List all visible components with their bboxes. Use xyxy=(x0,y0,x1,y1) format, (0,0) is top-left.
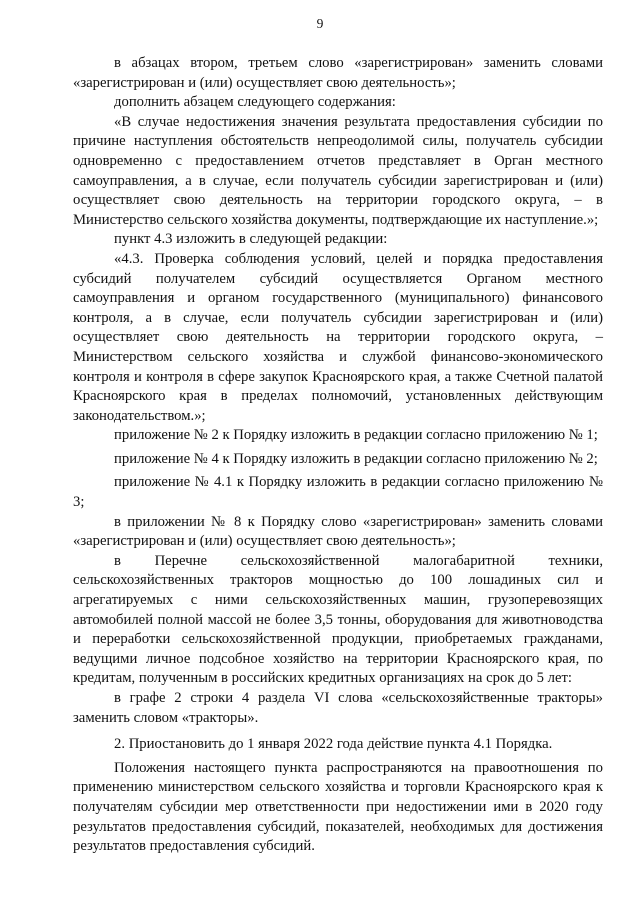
paragraph-6: приложение № 2 к Порядку изложить в редакции согласно приложению № 1; xyxy=(114,427,598,444)
paragraph-9: в приложении № 8 к Порядку слово «зарегистрирован» заменить словами «зарегистрирован и (или) осуществляет свою деятельность»; xyxy=(73,513,603,550)
paragraph-13: Положения настоящего пункта распространяются на правоотношения по применению министерством сельского хозяйства и торговли Красноярского края к получателям субсидии мер ответственности при недостижении ими в 2020 году результатов предоставления субсидий, показателей, необходимых для достижения результатов предоставления субсидий. xyxy=(73,759,603,855)
paragraph-12: 2. Приостановить до 1 января 2022 года действие пункта 4.1 Порядка. xyxy=(114,736,553,753)
paragraph-8: приложение № 4.1 к Порядку изложить в редакции согласно приложению № 3; xyxy=(73,474,603,511)
paragraph-1: в абзацах втором, третьем слово «зарегистрирован» заменить словами «зарегистрирован и (или) осуществляет свою деятельность»; xyxy=(73,55,603,91)
paragraph-4: пункт 4.3 изложить в следующей редакции: xyxy=(114,231,388,248)
page-number: 9 xyxy=(316,16,324,31)
paragraph-3: «В случае недостижения значения результата предоставления субсидии по причине наступления обстоятельств непреодолимой силы, получатель субсидии одновременно с предоставлением отчетов представляет в Орган местного самоуправления, а в случае, если получатель субсидии зарегистрирован и (или) осуществляет свою деятельность на территории городского округа, – в Министерство сельского хозяйства документы, подтверждающие их наступление.»; xyxy=(73,113,603,228)
paragraph-11: в графе 2 строки 4 раздела VI слова «сельскохозяйственные тракторы» заменить словом «тракторы». xyxy=(73,690,603,726)
paragraph-10: в Перечне сельскохозяйственной малогабаритной техники, сельскохозяйственных тракторов мощностью до 100 лошадиных сил и агрегатируемых с ними сельскохозяйственных машин, грузоперевозящих автомобилей полной массой не более 3,5 тонны, оборудования для животноводства и переработки сельскохозяйственной продукции, приобретаемых гражданами, ведущими личное подсобное хозяйство на территории Красноярского края, по кредитам, полученным в российских кредитных организациях на срок до 5 лет: xyxy=(73,552,603,687)
paragraph-5: «4.3. Проверка соблюдения условий, целей и порядка предоставления субсидий получателем субсидий осуществляется Органом местного самоуправления и органом государственного (муниципального) финансового контроля, а в случае, если получатель субсидии зарегистрирован и (или) осуществляет свою деятельность на территории городского округа, – Министерством сельского хозяйства и службой финансово-экономического контроля и контроля в сфере закупок Красноярского края, а также Счетной палатой Красноярского края в пределах полномочий, установленных действующим законодательством.»; xyxy=(73,250,603,424)
paragraph-7: приложение № 4 к Порядку изложить в редакции согласно приложению № 2; xyxy=(114,450,598,467)
paragraph-2: дополнить абзацем следующего содержания: xyxy=(114,94,396,111)
document-body xyxy=(73,54,603,857)
